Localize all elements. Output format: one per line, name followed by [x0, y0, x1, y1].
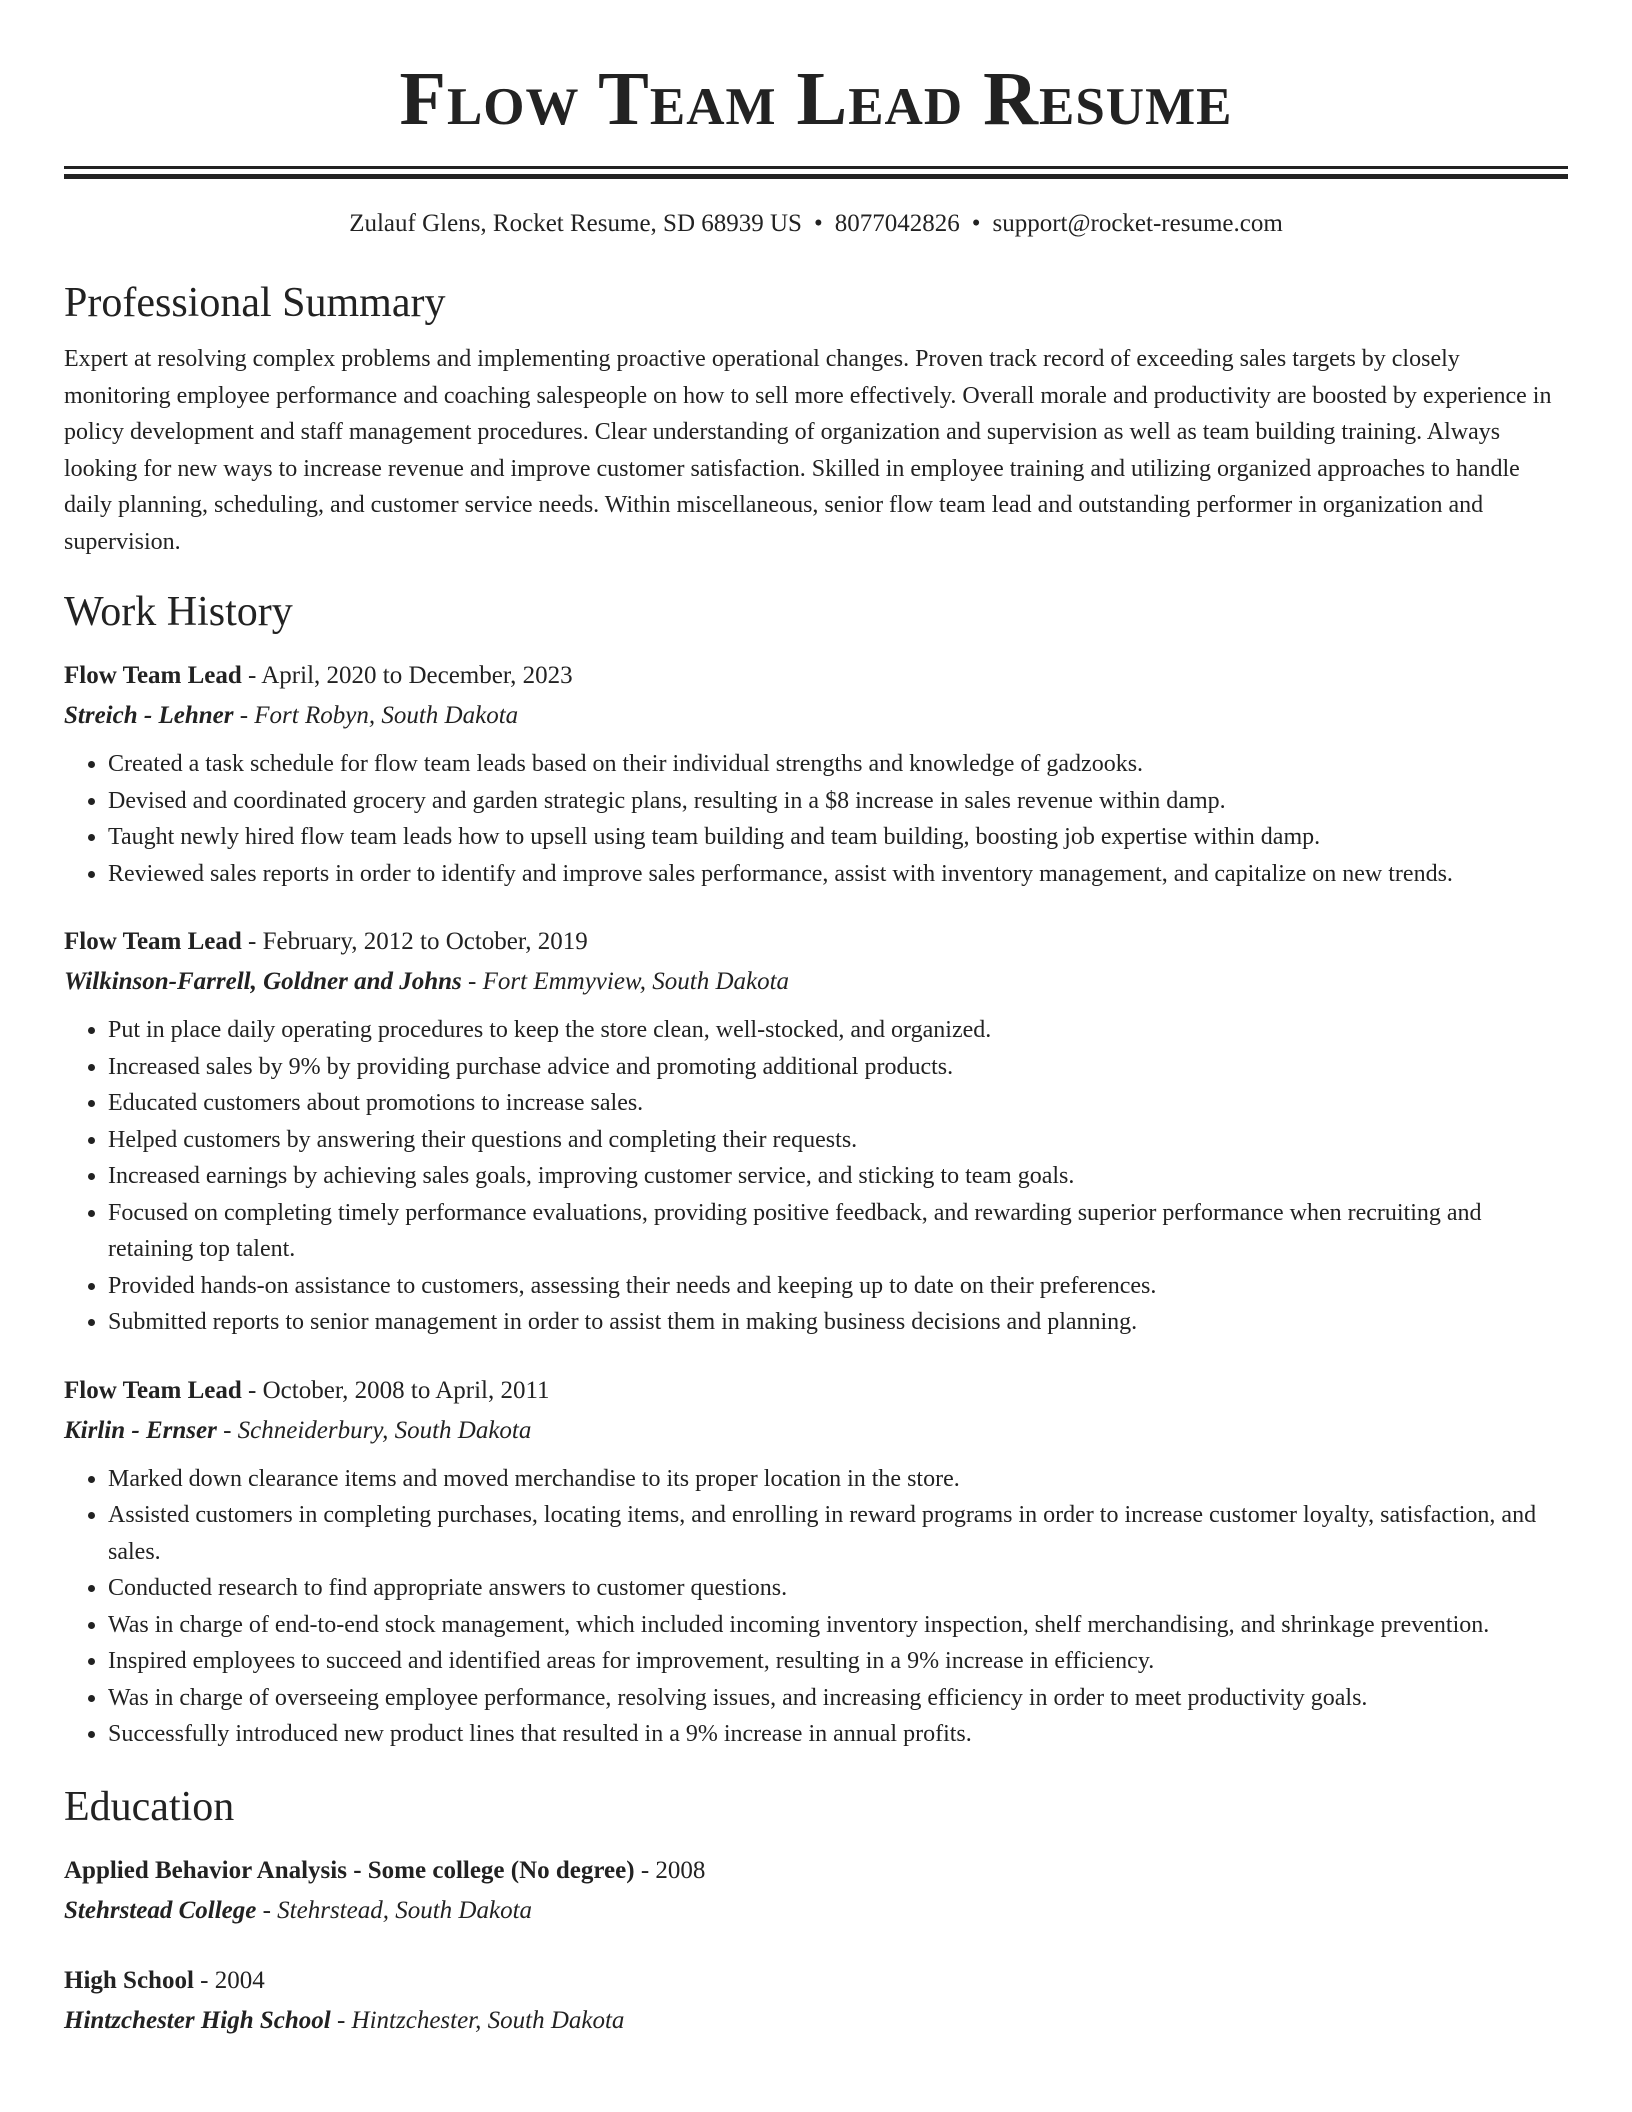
job-company-line — [64, 1411, 1568, 1451]
resume-page — [64, 0, 1568, 2041]
title-rule-top — [64, 166, 1568, 169]
title-rule-bottom — [64, 174, 1568, 179]
job-bullets — [64, 1461, 1568, 1753]
job-title-line — [64, 1371, 1568, 1411]
job-title: Flow Team Lead — [64, 928, 242, 955]
education-entry — [64, 1851, 1568, 1931]
job-bullet: • Successfully introduced new product lines that resulted in a 9% increase in annual profits. — [108, 1716, 1568, 1753]
job-company-line — [64, 696, 1568, 736]
job-bullet: • Submitted reports to senior management in order to assist them in making business decisions and planning. — [108, 1304, 1568, 1341]
contact-address: Zulauf Glens, Rocket Resume, SD 68939 US — [349, 210, 802, 237]
job-location: - Schneiderbury, South Dakota — [216, 1416, 532, 1444]
education-heading: Education — [64, 1783, 235, 1830]
job-dates: - February, 2012 to October, 2019 — [241, 928, 588, 955]
contact-separator: • — [971, 210, 981, 237]
summary-text: Expert at resolving complex problems and implementing proactive operational changes. Proven track record of exceeding sales targets by closely monitoring employee performance and coaching salespeople on how to sell more effectively. Overall morale and productivity are boosted by experience in policy development and staff management procedures. Clear understanding of organization and supervision as well as team building training. Always looking for new ways to increase revenue and improve customer satisfaction. Skilled in employee training and utilizing organized approaches to handle daily planning, scheduling, and customer service needs. Within miscellaneous, senior flow team lead and outstanding performer in organization and supervision. — [64, 346, 1552, 555]
job-entry — [64, 1371, 1568, 1753]
contact-phone: 8077042826 — [834, 210, 960, 237]
job-company-line — [64, 962, 1568, 1002]
job-title: Flow Team Lead — [64, 1376, 242, 1404]
job-dates: - April, 2020 to December, 2023 — [241, 662, 573, 689]
job-bullet: • Helped customers by answering their questions and completing their requests. — [108, 1122, 1568, 1159]
job-bullet: • Put in place daily operating procedures to keep the store clean, well-stocked, and organized. — [108, 1012, 1568, 1049]
job-location: - Fort Robyn, South Dakota — [233, 702, 519, 729]
job-company: Kirlin - Ernser — [64, 1416, 217, 1444]
job-bullet: • Educated customers about promotions to increase sales. — [108, 1085, 1568, 1122]
job-dates: - October, 2008 to April, 2011 — [241, 1376, 550, 1404]
education-degree-line — [64, 1961, 1568, 2001]
job-title-line — [64, 656, 1568, 696]
education-entry — [64, 1961, 1568, 2041]
job-bullet: • Increased earnings by achieving sales goals, improving customer service, and sticking to team goals. — [108, 1158, 1568, 1195]
contact-separator: • — [813, 210, 823, 237]
job-bullet: • Created a task schedule for flow team leads based on their individual strengths and knowledge of gadzooks. — [108, 746, 1568, 783]
job-bullet: • Increased sales by 9% by providing purchase advice and promoting additional products. — [108, 1049, 1568, 1086]
job-entry — [64, 922, 1568, 1341]
job-bullets — [64, 746, 1568, 892]
job-company: Streich - Lehner — [64, 702, 234, 729]
job-bullet: • Conducted research to find appropriate answers to customer questions. — [108, 1570, 1568, 1607]
job-bullet: • Focused on completing timely performance evaluations, providing positive feedback, and rewarding superior performance when recruiting and retaining top talent. — [108, 1195, 1568, 1268]
job-bullet: • Marked down clearance items and moved merchandise to its proper location in the store. — [108, 1461, 1568, 1498]
job-bullet: • Was in charge of overseeing employee performance, resolving issues, and increasing efficiency in order to meet productivity goals. — [108, 1680, 1568, 1717]
education-location: - Hintzchester, South Dakota — [330, 2006, 625, 2034]
contact-email: support@rocket-resume.com — [992, 210, 1283, 237]
job-bullet: • Assisted customers in completing purchases, locating items, and enrolling in reward programs in order to increase customer loyalty, satisfaction, and sales. — [108, 1497, 1568, 1570]
education-school-line — [64, 2001, 1568, 2041]
education-degree: High School — [64, 1966, 194, 1994]
job-bullet: • Reviewed sales reports in order to identify and improve sales performance, assist with inventory management, and capitalize on new trends. — [108, 856, 1568, 893]
education-year: - 2004 — [193, 1966, 265, 1994]
contact-line — [64, 209, 1568, 239]
job-location: - Fort Emmyview, South Dakota — [461, 968, 790, 995]
job-bullet: • Was in charge of end-to-end stock management, which included incoming inventory inspection, shelf merchandising, and shrinkage prevention. — [108, 1607, 1568, 1644]
job-entry — [64, 656, 1568, 892]
job-company: Wilkinson-Farrell, Goldner and Johns — [64, 968, 462, 995]
education-school-line — [64, 1891, 1568, 1931]
job-bullet: • Taught newly hired flow team leads how to upsell using team building and team building, boosting job expertise within damp. — [108, 819, 1568, 856]
job-bullets — [64, 1012, 1568, 1341]
education-school: Stehrstead College — [64, 1896, 257, 1924]
summary-heading: Professional Summary — [64, 280, 446, 326]
education-year: - 2008 — [634, 1856, 706, 1884]
education-degree: Applied Behavior Analysis - Some college (No degree) — [64, 1856, 635, 1884]
education-location: - Stehrstead, South Dakota — [256, 1896, 533, 1924]
job-bullet: • Provided hands-on assistance to customers, assessing their needs and keeping up to date on their preferences. — [108, 1268, 1568, 1305]
education-school: Hintzchester High School — [64, 2006, 331, 2034]
work-history-heading: Work History — [64, 589, 293, 635]
job-bullet: • Inspired employees to succeed and identified areas for improvement, resulting in a 9% increase in efficiency. — [108, 1643, 1568, 1680]
job-bullet: • Devised and coordinated grocery and garden strategic plans, resulting in a $8 increase in sales revenue within damp. — [108, 783, 1568, 820]
job-title: Flow Team Lead — [64, 662, 242, 689]
education-degree-line — [64, 1851, 1568, 1891]
resume-title: Flow Team Lead Resume — [399, 57, 1233, 141]
job-title-line — [64, 922, 1568, 962]
